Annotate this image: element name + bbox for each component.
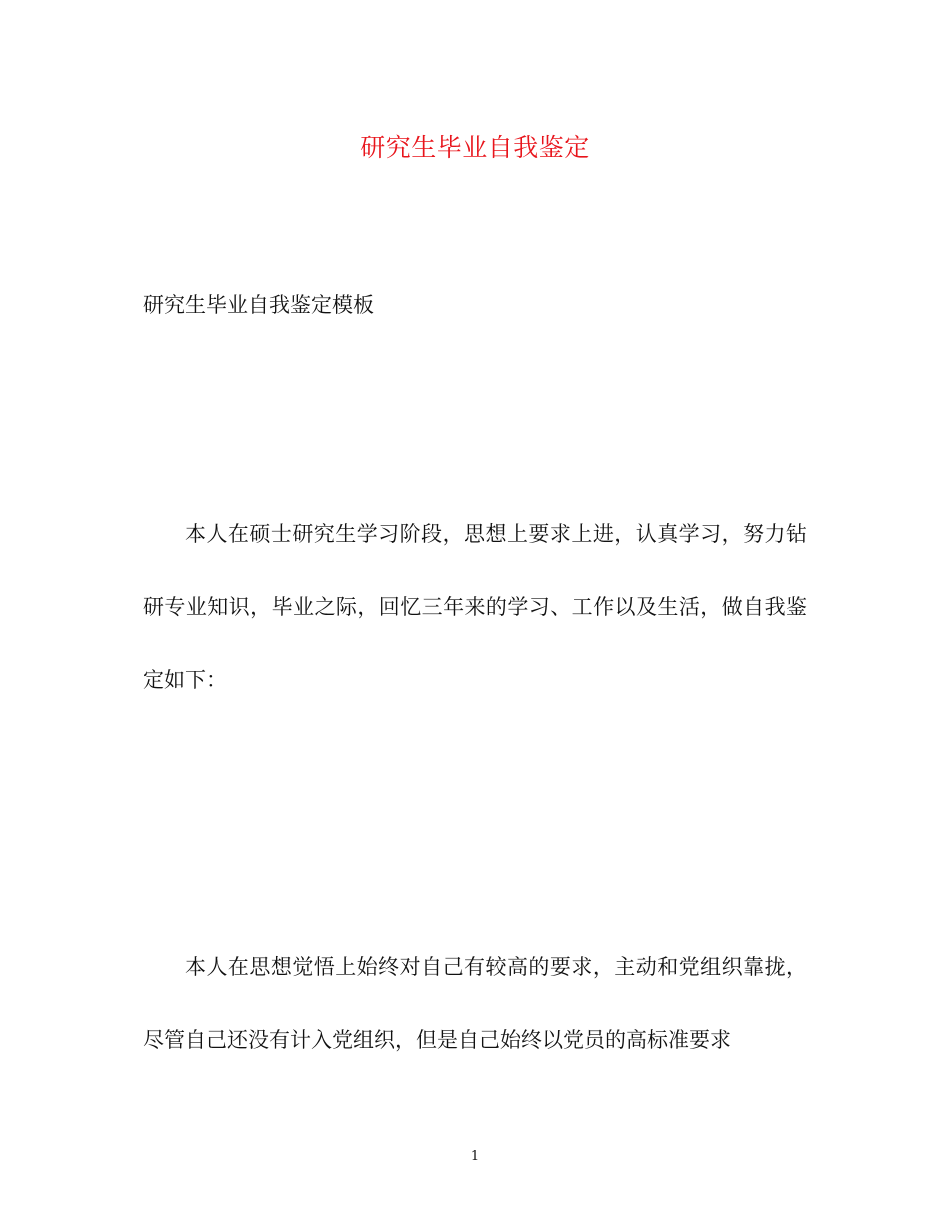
- document-subtitle: 研究生毕业自我鉴定模板: [143, 293, 374, 317]
- body-paragraph-1: 本人在硕士研究生学习阶段，思想上要求上进，认真学习，努力钻研专业知识，毕业之际，回忆三年来的学习、工作以及生活，做自我鉴定如下：: [143, 522, 807, 692]
- document-title: 研究生毕业自我鉴定: [360, 133, 590, 162]
- body-paragraph-2: 本人在思想觉悟上始终对自己有较高的要求，主动和党组织靠拢，尽管自己还没有计入党组织，但是自己始终以党员的高标准要求: [143, 955, 807, 1052]
- page-number: 1: [470, 1149, 480, 1164]
